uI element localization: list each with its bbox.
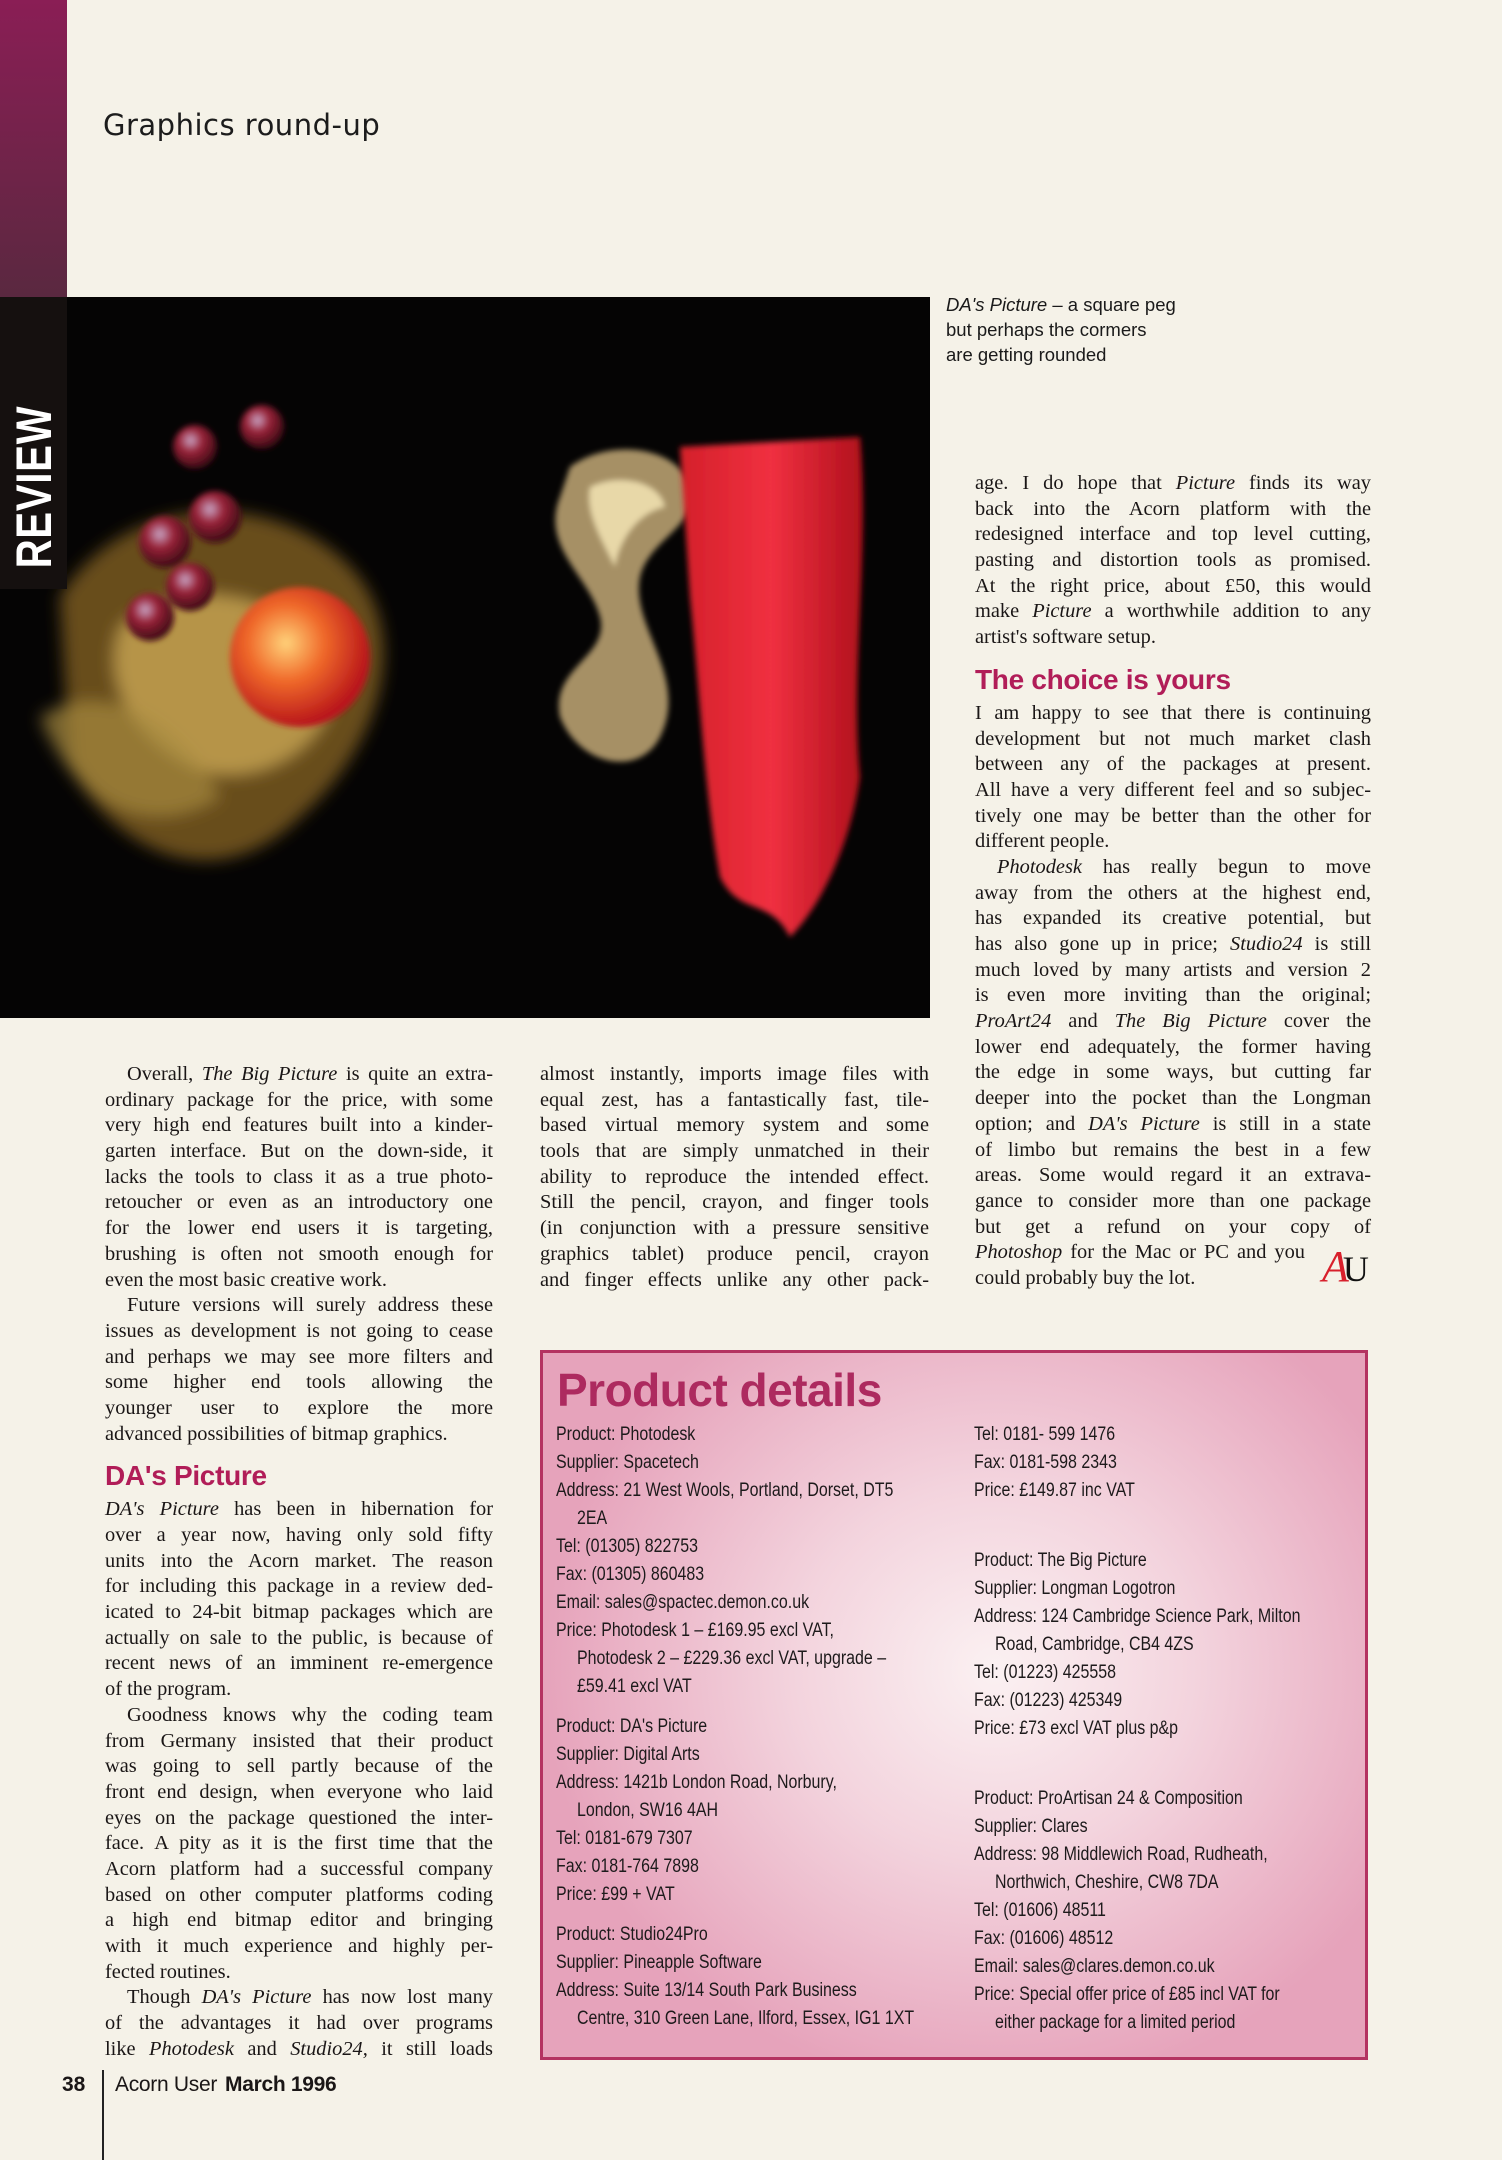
italic-title: ProArt24: [975, 1010, 1052, 1033]
italic-title: DA's Picture: [201, 1986, 312, 2009]
text-line: [975, 522, 1371, 548]
text-line: [105, 1216, 493, 1242]
text-run: over a year now, having only sold fifty: [105, 1524, 493, 1546]
text-line: [105, 1242, 493, 1268]
text-line: [105, 1345, 493, 1371]
text-run: tively one may be better than the other for: [975, 804, 1371, 827]
text-run: very high end features built into a kinder-: [105, 1114, 493, 1137]
text-line: [975, 855, 1371, 881]
text-run: and: [1051, 1010, 1115, 1033]
text-line: [105, 1703, 493, 1729]
product-detail-line: either package for a limited period: [995, 2012, 1236, 2033]
product-detail-line: Supplier: Clares: [974, 1816, 1088, 1837]
text-run: Though: [127, 1986, 202, 2009]
text-line: [975, 1138, 1371, 1164]
text-run: of the program.: [105, 1678, 232, 1701]
acorn-user-end-mark: [1322, 1242, 1369, 1291]
product-detail-line: Supplier: Longman Logotron: [974, 1578, 1176, 1599]
section-title: Graphics round-up: [103, 108, 381, 142]
text-line: [105, 1677, 493, 1703]
product-entry: [556, 1421, 956, 1701]
product-detail-line: Address: 98 Middlewich Road, Rudheath,: [974, 1844, 1268, 1865]
italic-title: Photoshop: [975, 1241, 1063, 1264]
text-line: [975, 471, 1371, 497]
text-line: [540, 1113, 929, 1139]
caption-italic: DA's Picture: [946, 294, 1048, 315]
text-line: [540, 1088, 929, 1114]
text-run: some higher end tools allowing the: [105, 1371, 493, 1394]
text-run: face. A pity as it is the first time that the: [105, 1832, 493, 1855]
text-line: [105, 1497, 493, 1523]
text-line: [975, 1009, 1371, 1035]
text-line: [540, 1268, 929, 1294]
text-line: [105, 1600, 493, 1626]
product-details-box: [540, 1350, 1368, 2060]
text-line: [975, 599, 1371, 625]
text-run: make: [975, 600, 1033, 623]
text-line: [105, 1268, 493, 1294]
text-line: [105, 1729, 493, 1755]
text-line: [105, 1293, 493, 1319]
product-detail-line: Price: £73 excl VAT plus p&p: [974, 1718, 1179, 1739]
product-detail-line: Tel: 0181-679 7307: [556, 1828, 693, 1849]
text-run: advanced possibilities of bitmap graphics.: [105, 1422, 448, 1445]
footer-folio: [115, 2073, 336, 2097]
text-run: I am happy to see that there is continuing: [975, 701, 1371, 724]
text-line: [975, 958, 1371, 984]
text-run: option; and: [975, 1112, 1089, 1135]
text-run: equal zest, has a fantastically fast, tile-: [540, 1088, 929, 1111]
product-detail-line: Address: 124 Cambridge Science Park, Milton: [974, 1606, 1301, 1627]
text-line: [540, 1190, 929, 1216]
text-line: [975, 1086, 1371, 1112]
caption-text: – a square peg: [1047, 294, 1176, 315]
text-line: [105, 1549, 493, 1575]
text-line: [975, 932, 1371, 958]
text-run: ordinary package for the price, with some: [105, 1088, 493, 1111]
text-line: [975, 548, 1371, 574]
product-entry: [974, 1421, 1364, 1505]
text-run: eyes on the package questioned the inter-: [105, 1806, 493, 1829]
product-detail-line: Product: DA's Picture: [556, 1716, 708, 1737]
text-line: [105, 1806, 493, 1832]
text-run: has been in hibernation for: [218, 1498, 493, 1521]
italic-title: DA's Picture: [1088, 1112, 1200, 1135]
footer-divider: [102, 2070, 104, 2160]
text-line: [975, 906, 1371, 932]
text-run: gance to consider more than one package: [975, 1189, 1371, 1212]
text-run: for the lower end users it is targeting,: [105, 1217, 493, 1240]
text-run: much loved by many artists and version 2: [975, 958, 1371, 981]
text-line: [540, 1165, 929, 1191]
product-detail-line: Price: Special offer price of £85 incl VAT for: [974, 1984, 1280, 2005]
italic-title: Studio24,: [290, 2037, 368, 2060]
product-detail-line: 2EA: [577, 1508, 608, 1529]
product-detail-line: Address: Suite 13/14 South Park Business: [556, 1980, 857, 2001]
text-run: for including this package in a review ded-: [105, 1575, 493, 1598]
text-run: deeper into the pocket than the Longman: [975, 1087, 1371, 1110]
text-run: a worthwhile addition to any: [1091, 600, 1371, 623]
article-column-middle: [540, 1062, 929, 1293]
issue-date: March 1996: [225, 2073, 337, 2096]
product-detail-line: Supplier: Digital Arts: [556, 1744, 700, 1765]
text-run: retoucher or even as an introductory one: [105, 1191, 493, 1214]
product-detail-line: Supplier: Pineapple Software: [556, 1952, 762, 1973]
text-run: Acorn platform had a successful company: [105, 1857, 493, 1880]
product-detail-line: London, SW16 4AH: [577, 1800, 719, 1821]
text-run: is still in a state: [1199, 1112, 1371, 1135]
text-run: lacks the tools to class it as a true photo-: [105, 1165, 493, 1188]
product-entry: [556, 1921, 956, 2033]
product-detail-line: Product: ProArtisan 24 & Composition: [974, 1788, 1243, 1809]
text-line: [105, 1139, 493, 1165]
product-details-column: [556, 1421, 956, 2033]
product-detail-line: Address: 21 West Wools, Portland, Dorset, DT5: [556, 1480, 894, 1501]
italic-title: Picture: [1032, 600, 1092, 623]
review-label: REVIEW: [5, 405, 62, 569]
product-details-title: Product details: [557, 1364, 882, 1416]
text-run: a high end bitmap editor and bringing: [105, 1909, 493, 1932]
section-heading: The choice is yours: [975, 663, 1231, 695]
product-detail-line: Photodesk 2 – £229.36 excl VAT, upgrade –: [577, 1648, 887, 1669]
product-detail-line: Price: £99 + VAT: [556, 1884, 675, 1905]
product-detail-line: Road, Cambridge, CB4 4ZS: [995, 1634, 1194, 1655]
text-run: between any of the packages at present.: [975, 753, 1371, 776]
text-line: [105, 1523, 493, 1549]
review-tab: [0, 297, 67, 589]
text-run: Overall,: [127, 1063, 202, 1085]
product-detail-line: Price: Photodesk 1 – £169.95 excl VAT,: [556, 1620, 834, 1641]
text-run: back into the Acorn platform with the: [975, 497, 1371, 520]
text-run: like: [105, 2037, 149, 2060]
section-heading: DA's Picture: [105, 1460, 267, 1492]
caption-text: are getting rounded: [946, 344, 1107, 365]
article-photo: [0, 297, 930, 1018]
text-run: from Germany insisted that their product: [105, 1729, 493, 1752]
text-line: [105, 1908, 493, 1934]
text-line: [105, 1422, 493, 1448]
text-run: was going to sell partly because of the: [105, 1755, 493, 1778]
text-line: [975, 701, 1371, 727]
article-column-left: [105, 1062, 493, 2062]
text-run: Still the pencil, crayon, and finger tools: [540, 1191, 929, 1214]
text-run: is even more inviting than the original;: [975, 984, 1371, 1007]
text-line: [105, 1113, 493, 1139]
text-run: but get a refund on your copy of: [975, 1215, 1371, 1238]
text-run: icated to 24-bit bitmap packages which are: [105, 1601, 493, 1624]
text-run: cover the: [1266, 1010, 1372, 1033]
text-run: At the right price, about £50, this would: [975, 574, 1371, 597]
text-run: age. I do hope that: [975, 472, 1176, 494]
text-run: and perhaps we may see more filters and: [105, 1345, 493, 1368]
text-line: [975, 1060, 1371, 1086]
italic-title: DA's Picture: [105, 1498, 219, 1521]
text-run: has now lost many: [311, 1986, 494, 2009]
text-run: (in conjunction with a pressure sensitive: [540, 1217, 929, 1240]
text-run: Goodness knows why the coding team: [127, 1703, 493, 1726]
text-line: [975, 829, 1371, 855]
italic-title: Photodesk: [997, 855, 1082, 878]
italic-title: Photodesk: [148, 2037, 234, 2060]
text-run: with it much experience and highly per-: [105, 1935, 493, 1957]
text-run: tools that are simply unmatched in their: [540, 1140, 929, 1163]
italic-title: The Big Picture: [201, 1063, 338, 1085]
text-run: development but not much market clash: [975, 727, 1371, 750]
caption-text: but perhaps the cormers: [946, 319, 1147, 340]
text-run: almost instantly, imports image files with: [540, 1063, 929, 1085]
text-run: of limbo but remains the best in a few: [975, 1138, 1371, 1161]
product-detail-line: Price: £149.87 inc VAT: [974, 1480, 1135, 1501]
text-line: [540, 1242, 929, 1268]
text-run: has expanded its creative potential, but: [975, 907, 1371, 930]
text-line: [105, 1319, 493, 1345]
text-run: for the Mac or PC and you: [1062, 1241, 1305, 1264]
text-line: [975, 1035, 1371, 1061]
product-detail-line: Email: sales@spactec.demon.co.uk: [556, 1592, 810, 1613]
text-line: [105, 1985, 493, 2011]
text-run: away from the others at the highest end,: [975, 881, 1371, 904]
text-line: [975, 778, 1371, 804]
product-detail-line: Fax: (01606) 48512: [974, 1928, 1114, 1949]
text-run: is still: [1302, 933, 1371, 955]
text-run: based virtual memory system and some: [540, 1114, 929, 1137]
product-entry: [974, 1785, 1364, 2037]
text-line: [105, 1574, 493, 1600]
text-run: has also gone up in price;: [975, 933, 1231, 955]
text-run: All have a very different feel and so subjec-: [975, 778, 1371, 801]
product-detail-line: Fax: (01223) 425349: [974, 1690, 1123, 1711]
text-run: it still loads: [367, 2037, 493, 2060]
text-line: [105, 1190, 493, 1216]
text-run: recent news of an imminent re-emergence: [105, 1652, 493, 1675]
text-line: [105, 1370, 493, 1396]
end-mark-a: A: [1322, 1242, 1349, 1291]
product-detail-line: Product: The Big Picture: [974, 1550, 1147, 1571]
text-line: [975, 1189, 1371, 1215]
text-run: issues as development is not going to cease: [105, 1319, 493, 1342]
text-run: artist's software setup.: [975, 626, 1156, 649]
text-run: redesigned interface and top level cutting,: [975, 523, 1371, 546]
product-detail-line: Fax: 0181-598 2343: [974, 1452, 1117, 1473]
text-line: [540, 1062, 929, 1088]
text-line: [105, 1883, 493, 1909]
product-detail-line: Product: Photodesk: [556, 1424, 696, 1445]
product-detail-line: Fax: (01305) 860483: [556, 1564, 705, 1585]
product-details-column: [974, 1421, 1364, 2037]
text-line: [975, 752, 1371, 778]
text-run: has really begun to move: [1081, 855, 1371, 878]
text-line: [975, 1266, 1371, 1292]
text-line: [975, 881, 1371, 907]
photo-caption: [946, 292, 1176, 367]
text-line: [105, 2011, 493, 2037]
product-detail-line: Tel: 0181- 599 1476: [974, 1424, 1116, 1445]
text-line: [105, 1626, 493, 1652]
italic-title: The Big Picture: [1114, 1010, 1267, 1033]
text-line: [105, 1651, 493, 1677]
product-detail-line: Email: sales@clares.demon.co.uk: [974, 1956, 1215, 1977]
text-run: younger user to explore the more: [105, 1396, 493, 1419]
text-line: [105, 1088, 493, 1114]
text-line: [975, 625, 1371, 651]
text-line: [105, 1754, 493, 1780]
text-run: front end design, when everyone who laid: [105, 1780, 493, 1803]
text-line: [105, 1062, 493, 1088]
text-run: units into the Acorn market. The reason: [105, 1549, 493, 1572]
text-line: [105, 1934, 493, 1960]
text-run: graphics tablet) produce pencil, crayon: [540, 1242, 929, 1265]
section-color-strip: [0, 0, 67, 297]
product-detail-line: Northwich, Cheshire, CW8 7DA: [995, 1872, 1219, 1893]
text-run: based on other computer platforms coding: [105, 1883, 493, 1906]
text-line: [540, 1139, 929, 1165]
text-line: [975, 1163, 1371, 1189]
text-line: [975, 1215, 1371, 1241]
page-number: 38: [62, 2073, 86, 2096]
text-run: even the most basic creative work.: [105, 1268, 387, 1291]
text-run: brushing is often not smooth enough for: [105, 1242, 493, 1265]
text-run: and finger effects unlike any other pack-: [540, 1268, 929, 1291]
text-run: Future versions will surely address these: [127, 1294, 493, 1317]
text-run: the edge in some ways, but cutting far: [975, 1061, 1371, 1084]
text-line: [975, 1240, 1305, 1266]
text-line: [540, 1216, 929, 1242]
text-run: garten interface. But on the down-side, it: [105, 1140, 493, 1163]
text-line: [975, 574, 1371, 600]
italic-title: Picture: [1175, 472, 1236, 494]
text-run: areas. Some would regard it an extrava-: [975, 1164, 1371, 1187]
product-detail-line: Tel: (01606) 48511: [974, 1900, 1106, 1921]
text-line: [105, 1857, 493, 1883]
text-run: ability to reproduce the intended effect.: [540, 1165, 929, 1188]
text-run: actually on sale to the public, is because of: [105, 1626, 493, 1649]
product-entry: [556, 1713, 956, 1909]
text-line: [105, 1960, 493, 1986]
text-line: [975, 804, 1371, 830]
italic-title: Studio24: [1230, 933, 1303, 955]
text-line: [975, 1112, 1371, 1138]
text-line: [975, 983, 1371, 1009]
text-run: lower end adequately, the former having: [975, 1035, 1371, 1058]
end-mark-u: U: [1342, 1249, 1369, 1289]
text-run: and: [233, 2037, 291, 2060]
text-line: [975, 727, 1371, 753]
magazine-name: Acorn User: [115, 2073, 218, 2096]
text-run: of the advantages it had over programs: [105, 2012, 493, 2035]
text-line: [975, 497, 1371, 523]
text-run: is quite an extra-: [337, 1063, 493, 1085]
text-run: different people.: [975, 830, 1110, 853]
article-column-right: [975, 471, 1371, 1292]
product-detail-line: Tel: (01223) 425558: [974, 1662, 1116, 1683]
text-line: [105, 1396, 493, 1422]
product-detail-line: Address: 1421b London Road, Norbury,: [556, 1772, 837, 1793]
text-run: could probably buy the lot.: [975, 1266, 1196, 1289]
product-detail-line: Centre, 310 Green Lane, Ilford, Essex, IG1 1XT: [577, 2008, 915, 2029]
text-run: finds its way: [1235, 472, 1372, 494]
text-line: [105, 1831, 493, 1857]
text-run: fected routines.: [105, 1960, 231, 1983]
product-detail-line: Tel: (01305) 822753: [556, 1536, 698, 1557]
text-line: [105, 2037, 493, 2063]
product-detail-line: £59.41 excl VAT: [577, 1676, 692, 1697]
product-detail-line: Product: Studio24Pro: [556, 1924, 708, 1945]
text-run: pasting and distortion tools as promised.: [975, 549, 1371, 572]
product-detail-line: Supplier: Spacetech: [556, 1452, 699, 1473]
product-detail-line: Fax: 0181-764 7898: [556, 1856, 699, 1877]
product-entry: [974, 1547, 1364, 1743]
still-life-image: [0, 297, 930, 1018]
text-line: [105, 1165, 493, 1191]
text-line: [105, 1780, 493, 1806]
